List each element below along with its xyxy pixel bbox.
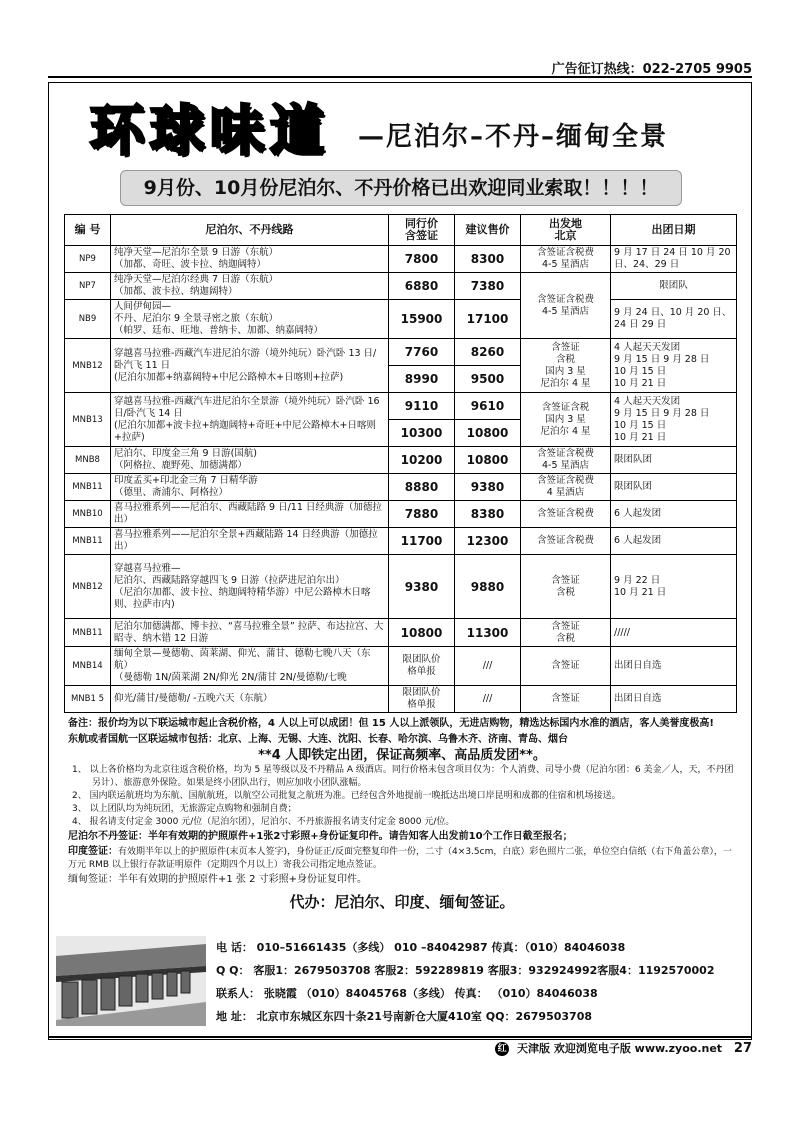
table-row: [65, 447, 737, 474]
table-row: [65, 246, 737, 273]
row-price: 7380: [455, 273, 521, 300]
table-row: [65, 300, 737, 339]
row-price: 9610: [455, 393, 521, 420]
row-peer-price: 7760: [389, 339, 455, 366]
row-price: 9880: [455, 555, 521, 619]
table-row: [65, 555, 737, 619]
row-code: MNB11: [65, 619, 111, 647]
row-code: MNB11: [65, 528, 111, 555]
row-dates: 9 月 24 日、10 月 20 日、24 日 29 日: [611, 300, 737, 339]
row-code: MNB13: [65, 393, 111, 447]
row-departure: 含签证 含税: [521, 555, 611, 619]
row-route: 尼泊尔加德满都、博卡拉、“喜马拉雅全景” 拉萨、布达拉宫、大昭寺、纳木错 12 日游: [111, 619, 389, 647]
row-departure: 含签证含税费 4 星酒店: [521, 474, 611, 501]
row-code: MNB10: [65, 501, 111, 528]
row-dates: 限团队团: [611, 447, 737, 474]
row-code: MNB12: [65, 339, 111, 393]
row-departure: 含签证: [521, 686, 611, 713]
route-table-wrap: [64, 214, 736, 713]
row-price: 10800: [455, 420, 521, 447]
india-visa: [68, 845, 736, 872]
row-peer-price: 10800: [389, 619, 455, 647]
row-peer-price: 9110: [389, 393, 455, 420]
row-dates: 9 月 22 日 10 月 21 日: [611, 555, 737, 619]
table-row: [65, 501, 737, 528]
row-route: 纯净天堂—尼泊尔经典 7 日游（东航） （加都、波卡拉、纳迦阔特）: [111, 273, 389, 300]
table-row: [65, 647, 737, 686]
row-price: 8300: [455, 246, 521, 273]
row-dates: 出团日自选: [611, 647, 737, 686]
row-price: ///: [455, 686, 521, 713]
row-dates: 限团队团: [611, 474, 737, 501]
row-code: MNB8: [65, 447, 111, 474]
note-item-2: 2、 国内联运航班均为东航、国航航班，以航空公司批复之航班为准。已经包含外地提前一晚抵达出境口岸昆明和成都的住宿和机场接送。: [72, 791, 621, 801]
row-dates: /////: [611, 619, 737, 647]
footer-divider: [48, 1036, 752, 1038]
row-dates: 限团队: [611, 273, 737, 300]
row-peer-price: 限团队价 格单报: [389, 686, 455, 713]
in-visa-text: 有效期半年以上的护照原件(末页本人签字)，身份证正/反面完整复印件一份，二寸（4×3.5cm，白底）彩色照片二张，单位空白信纸（右下角盖公章），一万元 RMB 以上银行存款证明原件（定期四个月以上）寄我公司指定地点签证。: [68, 847, 732, 870]
main-title: 环球味道: [90, 98, 330, 162]
route-table: [64, 214, 737, 713]
nb-visa-text: 半年有效期的护照原件+1张2寸彩照+身份证复印件。请告知客人出发前10个工作日截至报名；: [148, 831, 573, 842]
row-code: MNB14: [65, 647, 111, 686]
row-peer-price: 8990: [389, 366, 455, 393]
header-dates: 出团日期: [611, 215, 737, 246]
prayer-wheel-image: [56, 936, 206, 1026]
note-item-1: 1、 以上各价格均为北京往返含税价格，均为 5 星等级以及不丹精品 A 级酒店。同行价格未包含项目仅为：个人消费、司导小费（尼泊尔团：6 美金／人，天，不丹团另计）、旅游意外保险。如果是终小团队出行，则应加收小团队涨幅。: [72, 765, 734, 788]
row-departure: 含签证 含税: [521, 619, 611, 647]
footer-logo-icon: 红: [495, 1042, 509, 1056]
notes-section: [68, 716, 736, 910]
row-dates: 6 人起发团: [611, 501, 737, 528]
row-peer-price: 7800: [389, 246, 455, 273]
row-price: 8260: [455, 339, 521, 366]
row-dates: 9 月 17 日 24 日 10 月 20 日、24、29 日: [611, 246, 737, 273]
remark-text: 报价均为以下联运城市起止含税价格，4 人以上可以成团！但 15 人以上派领队，无进店购物，精选达标国内水准的酒店，客人美誉度极高!: [98, 718, 714, 729]
visa-agent: 代办：尼泊尔、印度、缅甸签证。: [289, 893, 515, 911]
row-route: 喜马拉雅系列——尼泊尔、西藏陆路 9 日/11 日经典游（加德拉出）: [111, 501, 389, 528]
contact-person: 联系人： 张晓霞 （010）84045768（多线） 传真： （010）84046038: [216, 987, 598, 1000]
row-departure: 含签证含税 国内 3 星 尼泊尔 4 星: [521, 393, 611, 447]
row-peer-price: 9380: [389, 555, 455, 619]
row-code: NB9: [65, 300, 111, 339]
row-route: 尼泊尔、印度金三角 9 日游(国航) （阿格拉、鹿野苑、加德满都）: [111, 447, 389, 474]
footer-text: 天津版 欢迎浏览电子版 www.zyoo.net: [517, 1042, 723, 1055]
row-departure: 含签证含税费: [521, 501, 611, 528]
row-dates: 4 人起天天发团 9 月 15 日 9 月 28 日 10 月 15 日 10 月 21 日: [611, 393, 737, 447]
header-suggested-price: 建议售价: [455, 215, 521, 246]
table-row: [65, 339, 737, 366]
table-row: [65, 528, 737, 555]
row-peer-price: 15900: [389, 300, 455, 339]
row-peer-price: 6880: [389, 273, 455, 300]
contact-section: [56, 936, 746, 1026]
footer: [495, 1040, 752, 1056]
remark: [68, 716, 736, 732]
row-route: 穿越喜马拉雅— 尼泊尔、西藏陆路穿越四飞 9 日游（拉萨进尼泊尔出） （尼泊尔加都、波卡拉、纳迦阔特精华游）中尼公路樟木日喀则、拉萨市内): [111, 555, 389, 619]
row-route: 仰光/蒲甘/曼德勒/ -五晚六天（东航）: [111, 686, 389, 713]
table-row: [65, 393, 737, 420]
row-code: NP7: [65, 273, 111, 300]
row-peer-price: 7880: [389, 501, 455, 528]
note-item-4: 4、 报名请支付定金 3000 元/位（尼泊尔团），尼泊尔、不丹旅游报名请支付定金 8000 元/位。: [72, 817, 455, 827]
row-route: 喜马拉雅系列——尼泊尔全景+西藏陆路 14 日经典游（加德拉出）: [111, 528, 389, 555]
row-dates: 6 人起发团: [611, 528, 737, 555]
row-code: MNB1 5: [65, 686, 111, 713]
row-price: 9500: [455, 366, 521, 393]
sub-title: —尼泊尔–不丹–缅甸全景: [358, 122, 669, 152]
row-route: 印度孟买+印北金三角 7 日精华游 （德里、斋浦尔、阿格拉）: [111, 474, 389, 501]
page-number: 27: [733, 1041, 752, 1056]
contact-address: 地 址： 北京市东城区东四十条21号南新仓大厦410室 QQ：2679503708: [216, 1010, 592, 1023]
row-departure: 含签证含税费 4-5 星酒店: [521, 447, 611, 474]
contact-info: [216, 936, 756, 1028]
header-route: 尼泊尔、不丹线路: [111, 215, 389, 246]
contact-phone: 电 话： 010–51661435（多线） 010 –84042987 传真：（010）84046038: [216, 941, 626, 954]
table-row: [65, 686, 737, 713]
contact-qq: Q Q： 客服1：2679503708 客服2：592289819 客服3：932924992客服4：1192570002: [216, 964, 715, 977]
price-banner: 9月份、10月份尼泊尔、不丹价格已出欢迎同业索取！！！！: [120, 170, 682, 206]
row-route: 穿越喜马拉雅-西藏汽车进尼泊尔全景游（境外纯玩）卧汽卧 16 日/卧汽飞 14 日 (尼泊尔加都+波卡拉+纳迦阔特+奇旺+中尼公路樟木+日喀则+拉萨): [111, 393, 389, 447]
slogan: **4 人即铁定出团，保证高频率、高品质发团**。: [258, 748, 546, 763]
row-price: 17100: [455, 300, 521, 339]
row-departure: 含签证含税费 4-5 星酒店: [521, 246, 611, 273]
nb-visa-label: 尼泊尔不丹签证：: [68, 831, 148, 842]
myanmar-visa: 缅甸签证：半年有效期的护照原件+1 张 2 寸彩照+身份证复印件。: [68, 874, 368, 885]
row-route: 人间伊甸园— 不丹、尼泊尔 9 全景寻密之旅（东航） （帕罗、廷布、旺地、普纳卡、加都、纳嘉阔特）: [111, 300, 389, 339]
row-dates: 出团日自选: [611, 686, 737, 713]
row-peer-price: 8880: [389, 474, 455, 501]
prayer-wheel-photo: [56, 936, 206, 1026]
row-price: 11300: [455, 619, 521, 647]
row-dates: 4 人起天天发团 9 月 15 日 9 月 28 日 10 月 15 日 10 月 21 日: [611, 339, 737, 393]
row-price: ///: [455, 647, 521, 686]
header-code: 编 号: [65, 215, 111, 246]
row-peer-price: 10200: [389, 447, 455, 474]
row-departure: 含签证 含税 国内 3 星 尼泊尔 4 星: [521, 339, 611, 393]
cities-text: 东航或者国航一区联运城市包括：北京、上海、无锡、大连、沈阳、长春、哈尔滨、乌鲁木齐、济南、青岛、烟台: [68, 734, 568, 745]
row-route: 缅甸全景—曼德勒、茵莱湖、仰光、蒲甘、德勒七晚八天（东航） （曼德勒 1N/茵莱湖 2N/仰光 2N/蒲甘 2N/曼德勒/七晚: [111, 647, 389, 686]
row-departure: 含签证含税费: [521, 528, 611, 555]
row-code: MNB12: [65, 555, 111, 619]
table-row: [65, 474, 737, 501]
row-peer-price: 10300: [389, 420, 455, 447]
in-visa-label: 印度签证：: [68, 846, 118, 857]
row-price: 8380: [455, 501, 521, 528]
row-route: 纯净天堂—尼泊尔全景 9 日游（东航） （加都、奇旺、波卡拉、纳迦阔特）: [111, 246, 389, 273]
row-price: 10800: [455, 447, 521, 474]
row-price: 12300: [455, 528, 521, 555]
table-row: [65, 619, 737, 647]
title-area: [90, 88, 730, 162]
table-header: [65, 215, 737, 246]
row-peer-price: 限团队价 格单报: [389, 647, 455, 686]
row-price: 9380: [455, 474, 521, 501]
table-row: [65, 273, 737, 300]
remark-label: 备注：: [68, 718, 98, 729]
top-divider: [48, 76, 752, 78]
ad-hotline: 广告征订热线：022-2705 9905: [551, 62, 752, 77]
row-route: 穿越喜马拉雅-西藏汽车进尼泊尔游（境外纯玩）卧汽卧 13 日/卧汽飞 11 日 (尼泊尔加都+纳嘉阔特+中尼公路樟木+日喀则+拉萨): [111, 339, 389, 393]
row-departure: 含签证: [521, 647, 611, 686]
nepal-bhutan-visa: [68, 829, 736, 845]
row-code: NP9: [65, 246, 111, 273]
note-item-3: 3、 以上团队均为纯玩团，无旅游定点购物和强制自费；: [72, 804, 297, 814]
header-peer-price: 同行价 含签证: [389, 215, 455, 246]
row-code: MNB11: [65, 474, 111, 501]
header-departure: 出发地 北京: [521, 215, 611, 246]
row-peer-price: 11700: [389, 528, 455, 555]
row-departure: 含签证含税费 4-5 星酒店: [521, 273, 611, 339]
